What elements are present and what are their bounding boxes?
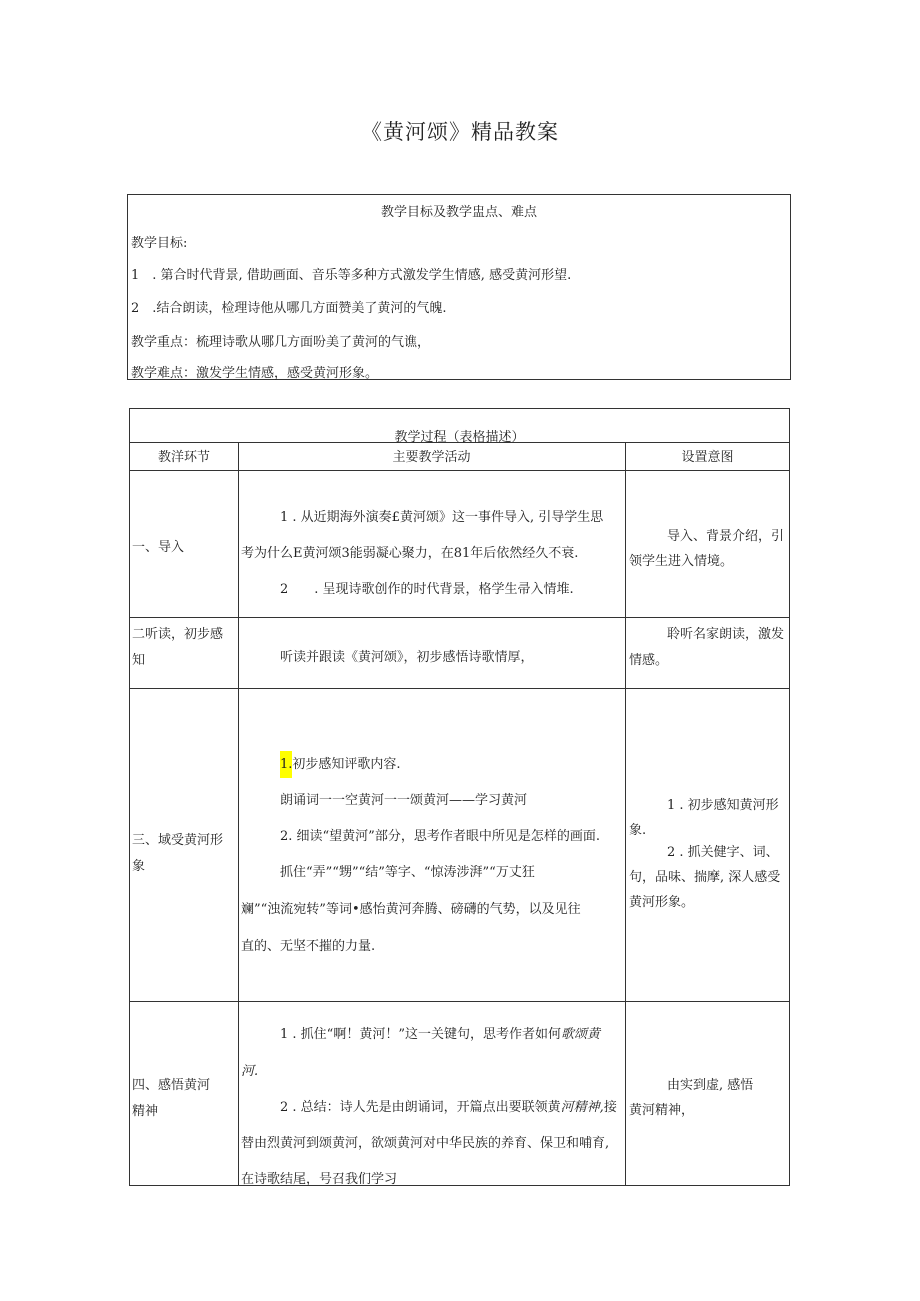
row3-activity-2: 朗诵词一一空黄河一一颂黄河——学习黄河 [280, 793, 528, 808]
header-intent: 设置意图 [681, 450, 734, 465]
table-rule [238, 442, 239, 1185]
highlighted-number: 1. [280, 751, 292, 778]
row3-activity-4c: 直的、无坚不摧的力量. [241, 939, 376, 954]
row3-intent-1b: 象. [629, 823, 647, 838]
row4-activity-1a-italic: 歌颂黄 [560, 1027, 600, 1042]
row1-intent-b: 领学生进入情境。 [629, 554, 734, 569]
process-title: 教学过程（表格描述） [394, 430, 525, 445]
row2-intent-b: 情感。 [629, 653, 669, 668]
table-rule [130, 688, 789, 689]
row4-stage-a: 四、感悟黄河 [132, 1078, 211, 1093]
header-activity: 主要教学活动 [392, 450, 471, 465]
row1-intent-a: 导入、背景介绍，引 [667, 529, 785, 544]
row3-intent-2a: 2 . 抓关健字、词、 [667, 845, 779, 860]
page-title: 《黄河颂》精品教案 [361, 120, 559, 144]
row4-activity-2a-end: 接 [603, 1100, 617, 1115]
row4-activity-2a-italic: 河精神, [560, 1100, 604, 1115]
row4-activity-1b-italic: 河. [241, 1064, 259, 1079]
row3-intent-2c: 黄河形象。 [629, 895, 695, 910]
difficulty: 教学难点：激发学生情感，感受黄河形象。 [131, 366, 379, 381]
table-rule [625, 442, 626, 1185]
key-point: 教学重点：梳理诗歌从哪几方面吩美了黄河的气谯， [131, 335, 431, 350]
row1-activity-2: 2 . 呈现诗歌创作的时代背景，格学生帚入情堆. [280, 582, 574, 597]
row4-activity-1b [241, 1060, 258, 1079]
row1-activity-1a: 1 . 从近期海外演奏£黄河颂》这一事件导入, 引导学生思 [280, 510, 604, 525]
row4-activity-2b: 替由烈黄河到颂黄河，欲颂黄河对中华民族的养育、保卫和哺育, [241, 1136, 610, 1151]
row2-stage-a: 二听读，初步感 [132, 627, 224, 642]
row1-activity-1b: 考为什么E黄河颂3能弱凝心聚力，在81年后依然经久不衰. [241, 546, 579, 561]
row4-activity-2a-text: 2 . 总结：诗人先是由朗诵词，开篇点出要联领黄 [280, 1100, 561, 1115]
row4-activity-1a [280, 1023, 600, 1042]
goals-label: 教学目标: [131, 236, 188, 251]
row3-activity-4a: 抓住“弄”“甥”“结”等字、“惊涛涉湃”“万丈狂 [280, 865, 535, 880]
row3-activity-1-text: 初步感知评歌内容. [292, 757, 401, 772]
row1-stage: 一、导入 [132, 540, 185, 555]
row3-intent-2b: 句，品味、揣摩, 深人感受 [629, 870, 781, 885]
row4-activity-1a-text: 1 . 抓住“啊！黄河！”这一关键句，思考作者如何 [280, 1027, 561, 1042]
row3-activity-1 [280, 753, 401, 772]
row4-intent-b: 黄河精神， [629, 1103, 695, 1118]
row3-activity-4b: 斓”“浊流宛转”等词•感怡黄河奔腾、磅礴的气势，以及见往 [241, 902, 581, 917]
teaching-goals-box [127, 194, 791, 380]
row3-stage-a: 三、域受黄河形 [132, 833, 224, 848]
goal-item-1: 1 . 第合时代背景, 借助画面、音乐等多种方式激发学生情感, 感受黄河形望. [131, 268, 572, 283]
row3-stage-b: 象 [132, 859, 146, 874]
row2-intent-a: 聆听名家朗读，激发 [667, 627, 785, 642]
goal-item-2: 2 .结合朗读，检理诗他从哪几方面赞美了黄河的气魄. [131, 301, 447, 316]
row2-activity: 听读并跟读《黄河颂》，初步感悟诗歌情厚， [280, 650, 534, 665]
row4-intent-a: 由实到虚, 感悟 [667, 1078, 754, 1093]
table-rule [130, 1001, 789, 1002]
row2-stage-b: 知 [132, 653, 146, 668]
row4-activity-2a [280, 1096, 617, 1115]
teaching-process-table [129, 408, 790, 1186]
table-rule [130, 617, 789, 618]
row3-activity-3: 2. 细读“望黄河”部分，思考作者眼中所见是怎样的画面. [280, 829, 600, 844]
row4-activity-2c: 在诗歌结尾，号召我们学习 [241, 1172, 398, 1187]
row3-intent-1a: 1 . 初步感知黄河形 [667, 798, 779, 813]
goals-heading: 教学目标及教学盅点、难点 [380, 205, 537, 220]
table-rule [130, 470, 789, 471]
row4-stage-b: 精神 [132, 1104, 159, 1119]
header-stage: 教洋环节 [157, 450, 210, 465]
